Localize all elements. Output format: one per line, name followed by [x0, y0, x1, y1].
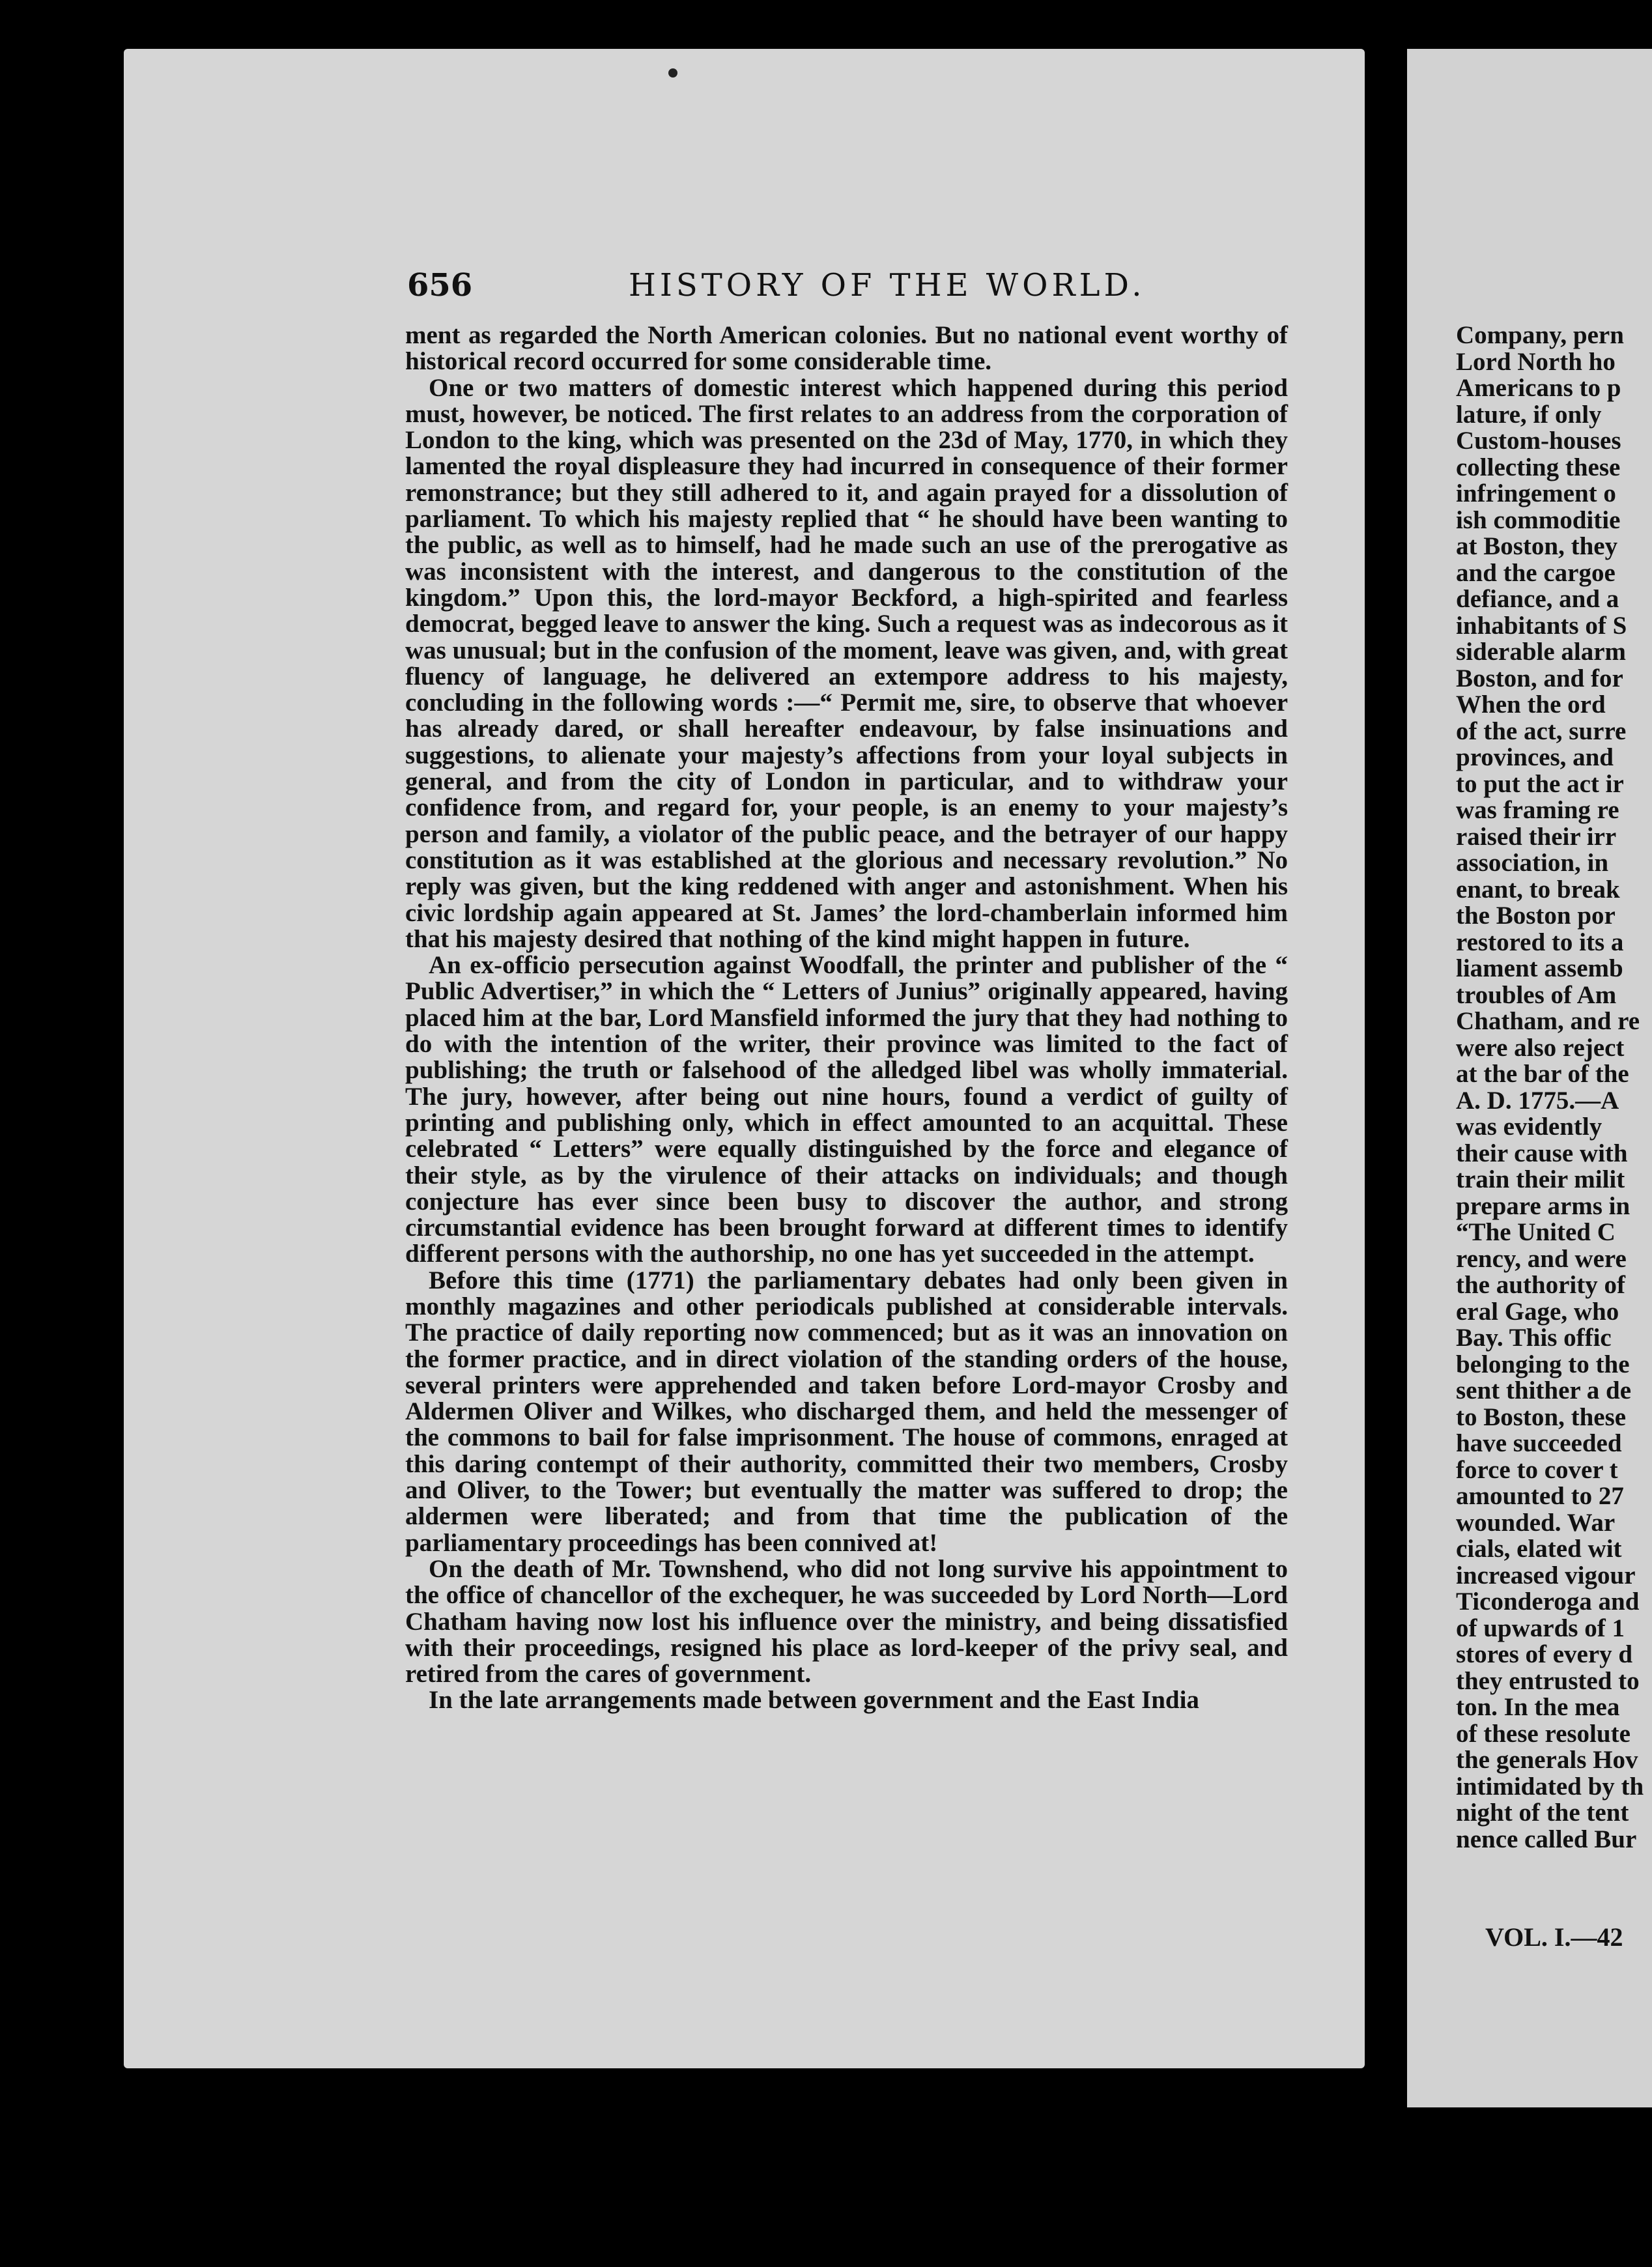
right-column-line: Bay. This offic	[1456, 1324, 1612, 1352]
right-column-line: to put the act ir	[1456, 769, 1624, 798]
right-column-line: association, in	[1456, 849, 1609, 877]
right-column-line: infringement o	[1456, 479, 1616, 507]
right-column-line: have succeeded	[1456, 1429, 1622, 1457]
right-column-line: of upwards of 1	[1456, 1614, 1625, 1642]
paragraph: An ex-officio persecution against Woodfall, the printer and publisher of the “ Public Advertiser,” in which the “ Letters of Junius” originally appeared, having placed him at the bar, Lord Mansfield informed the jury that they had nothing to do with the intention of the writer, their province was limited to the fact of publishing; the truth or falsehood of the alledged libel was wholly immaterial. The jury, however, after being out nine hours, found a verdict of guilty of printing and publishing only, which in effect amounted to an acquittal. These celebrated “ Letters” were equally distinguished by the force and elegance of their style, as by the virulence of their attacks on individuals; and though conjecture has ever since been busy to discover the author, and strong circumstantial evidence has been brought forward at different times to identify different persons with the authorship, no one has yet succeeded in the attempt.	[405, 951, 1288, 1268]
paragraph: In the late arrangements made between government and the East India	[429, 1686, 1199, 1715]
right-column-line: force to cover t	[1456, 1455, 1618, 1484]
right-column-line: cials, elated wit	[1456, 1535, 1622, 1563]
right-column-line: enant, to break	[1456, 875, 1620, 904]
right-column-line: train their milit	[1456, 1165, 1625, 1193]
right-column-line: was evidently	[1456, 1113, 1602, 1141]
right-column-line: restored to its a	[1456, 928, 1624, 956]
main-text-column	[405, 322, 1288, 1714]
right-column-line: Lord North ho	[1456, 347, 1616, 376]
right-column-line: Custom-houses	[1456, 427, 1621, 455]
right-column-line: they entrusted to	[1456, 1666, 1640, 1695]
right-column-line: and the cargoe	[1456, 558, 1616, 587]
right-column-line: rency, and were	[1456, 1244, 1627, 1273]
right-column-line: nence called Bur	[1456, 1825, 1637, 1853]
paragraph: On the death of Mr. Townshend, who did not long survive his appointment to the office of chancellor of the exchequer, he was succeeded by Lord North—Lord Chatham having now lost his influence over the ministry, and being dissatisfied with their proceedings, resigned his place as lord-keeper of the privy seal, and retired from the cares of government.	[405, 1554, 1288, 1689]
right-column-line: collecting these	[1456, 453, 1621, 481]
right-column-line: Chatham, and re	[1456, 1007, 1640, 1035]
right-column-line: of these resolute	[1456, 1719, 1631, 1748]
right-column-line: siderable alarm	[1456, 638, 1627, 666]
page-title: HISTORY OF THE WORLD.	[629, 267, 1146, 304]
right-column-line: the authority of	[1456, 1271, 1625, 1299]
right-column-line: stores of every d	[1456, 1640, 1633, 1668]
right-column-line: liament assemb	[1456, 954, 1623, 982]
right-column-line: intimidated by th	[1456, 1772, 1644, 1801]
right-column-line: was framing re	[1456, 796, 1619, 824]
volume-signature: VOL. I.—42	[1485, 1922, 1623, 1952]
right-column-line: to Boston, these	[1456, 1403, 1627, 1431]
right-column-line: provinces, and	[1456, 743, 1614, 771]
right-column-line: Company, pern	[1456, 322, 1624, 349]
right-text-column	[1456, 322, 1652, 1853]
right-column-line: at Boston, they	[1456, 532, 1618, 560]
right-column-line: inhabitants of S	[1456, 611, 1627, 640]
right-column-line: When the ord	[1456, 691, 1606, 719]
right-column-line: their cause with	[1456, 1139, 1628, 1167]
right-column-line: Americans to p	[1456, 374, 1621, 402]
right-column-line: the Boston por	[1456, 902, 1616, 930]
right-column-line: troubles of Am	[1456, 980, 1617, 1009]
right-column-line: amounted to 27	[1456, 1482, 1624, 1510]
right-column-line: belonging to the	[1456, 1350, 1630, 1378]
right-column-line: defiance, and a	[1456, 585, 1619, 613]
right-column-line: eral Gage, who	[1456, 1297, 1619, 1326]
right-column-line: ish commoditie	[1456, 506, 1621, 534]
paragraph: One or two matters of domestic interest which happened during this period must, however, be noticed. The first relates to an address from the corporation of London to the king, which was presented on the 23d of May, 1770, in which they lamented the royal displeasure they had incurred in consequence of their former remonstrance; but they still adhered to it, and again prayed for a dissolution of parliament. To which his majesty replied that “ he should have been wanting to the public, as well as to himself, had he made such an use of the prerogative as was inconsistent with the interest, and dangerous to the constitution of the kingdom.” Upon this, the lord-mayor Beckford, a high-spirited and fearless democrat, begged leave to answer the king. Such a request was as indecorous as it was unusual; but in the confusion of the moment, leave was given, and, with great fluency of language, he delivered an extempore address to his majesty, concluding in the following words :—“ Permit me, sire, to observe that whoever has already dared, or shall hereafter endeavour, by false insinuations and suggestions, to alienate your majesty’s affections from your loyal subjects in general, and from the city of London in particular, and to withdraw your confidence from, and regard for, your people, is an enemy to your majesty’s person and family, a violator of the public peace, and the betrayer of our happy constitution as it was established at the glorious and necessary revolution.” No reply was given, but the king reddened with anger and astonishment. When his civic lordship again appeared at St. James’ the lord-chamberlain informed him that his majesty desired that nothing of the kind might happen in future.	[405, 373, 1288, 953]
right-column-line: wounded. War	[1456, 1508, 1616, 1537]
right-column-line: sent thither a de	[1456, 1376, 1632, 1404]
paragraph: Before this time (1771) the parliamentary debates had only been given in monthly magazines and other periodicals published at considerable intervals. The practice of daily reporting now commenced; but as it was an innovation on the former practice, and in direct violation of the standing orders of the house, several printers were apprehended and taken before Lord-mayor Crosby and Aldermen Oliver and Wilkes, who discharged them, and held the messenger of the commons to bail for false imprisonment. The house of commons, enraged at this daring contempt of their authority, committed their two members, Crosby and Oliver, to the Tower; but eventually the matter was suffered to drop; the aldermen were liberated; and from that time the publication of the parliamentary proceedings has been connived at!	[405, 1266, 1288, 1557]
running-head	[407, 267, 1287, 306]
right-column-line: night of the tent	[1456, 1799, 1629, 1827]
right-column-line: were also reject	[1456, 1033, 1625, 1062]
page-number: 656	[407, 267, 473, 304]
right-column-line: “The United C	[1456, 1218, 1616, 1246]
right-column-line: of the act, surre	[1456, 717, 1627, 745]
ink-dot	[668, 68, 677, 78]
right-column-line: lature, if only	[1456, 400, 1602, 429]
right-column-line: ton. In the mea	[1456, 1693, 1620, 1721]
right-column-line: prepare arms in	[1456, 1191, 1631, 1220]
right-column-line: Ticonderoga and	[1456, 1588, 1640, 1616]
right-column-line: Boston, and for	[1456, 664, 1623, 692]
right-column-line: raised their irr	[1456, 822, 1617, 851]
right-column-line: the generals Hov	[1456, 1746, 1638, 1774]
right-column-line: A. D. 1775.—A	[1456, 1086, 1619, 1115]
right-column-line: increased vigour	[1456, 1561, 1636, 1590]
right-column-line: at the bar of the	[1456, 1060, 1629, 1088]
paragraph: ment as regarded the North American colonies. But no national event worthy of historical record occurred for some considerable time.	[405, 321, 1288, 376]
